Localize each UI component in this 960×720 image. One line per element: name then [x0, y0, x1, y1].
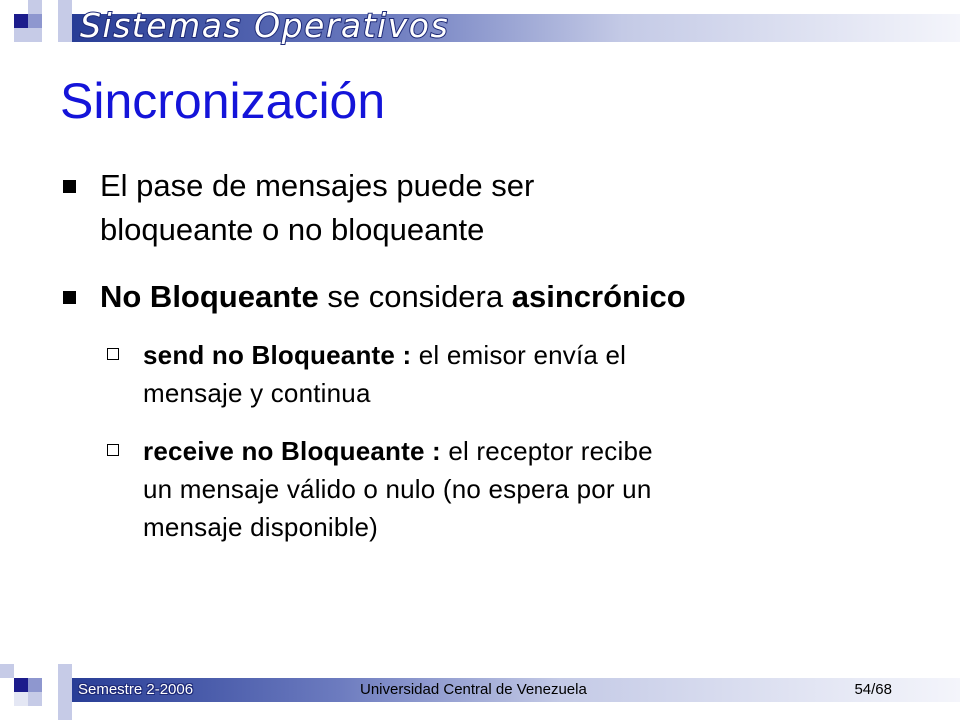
decor-square-mid-top: [28, 14, 42, 28]
decor-square-light-bottom: [0, 664, 14, 678]
decor-square-mid-bottom: [28, 678, 42, 692]
decor-square-light-bottom2: [28, 692, 42, 706]
sub-bullet-text: el emisor envía el: [411, 340, 627, 370]
bullet-bold-term: asincrónico: [511, 279, 686, 314]
decor-square-light-edge-bottom: [58, 664, 72, 720]
sub-bullet-item: [143, 432, 873, 546]
bullet-text: se considera: [318, 279, 512, 314]
bullet-text-line1: El pase de mensajes puede ser: [100, 168, 535, 203]
sub-bullet-text: mensaje y continua: [143, 378, 371, 408]
bullet-bold-term: No Bloqueante: [100, 279, 319, 314]
decor-square-dark-top: [14, 14, 28, 28]
bullet-item: [100, 275, 880, 319]
hollow-square-bullet-icon: [107, 348, 119, 360]
sub-bullet-text: un mensaje válido o nulo (no espera por un: [143, 474, 652, 504]
square-bullet-icon: [63, 291, 76, 304]
decor-square-light-edge: [58, 0, 72, 42]
square-bullet-icon: [63, 180, 76, 193]
decor-square-light-left2: [28, 28, 42, 42]
sub-bullet-item: [143, 336, 873, 412]
page-number: 54/68: [854, 681, 892, 698]
footer-university: Universidad Central de Venezuela: [360, 681, 587, 698]
decor-square-light-left: [14, 28, 28, 42]
decor-square-dark-bottom: [14, 678, 28, 692]
sub-bullet-text: el receptor recibe: [440, 436, 653, 466]
sub-bullet-bold-term: receive no Bloqueante :: [143, 436, 441, 466]
bullet-item: [100, 164, 880, 252]
footer-semester: Semestre 2-2006: [78, 681, 194, 698]
sub-bullet-text: mensaje disponible): [143, 512, 379, 542]
decor-square-light-top: [28, 0, 42, 14]
decor-square-light-bottom3: [14, 692, 28, 706]
sub-bullet-bold-term: send no Bloqueante :: [143, 340, 412, 370]
slide-title: Sincronización: [60, 73, 386, 129]
course-title: Sistemas Operativos: [80, 6, 450, 45]
bullet-text-line2: bloqueante o no bloqueante: [100, 212, 485, 247]
hollow-square-bullet-icon: [107, 444, 119, 456]
